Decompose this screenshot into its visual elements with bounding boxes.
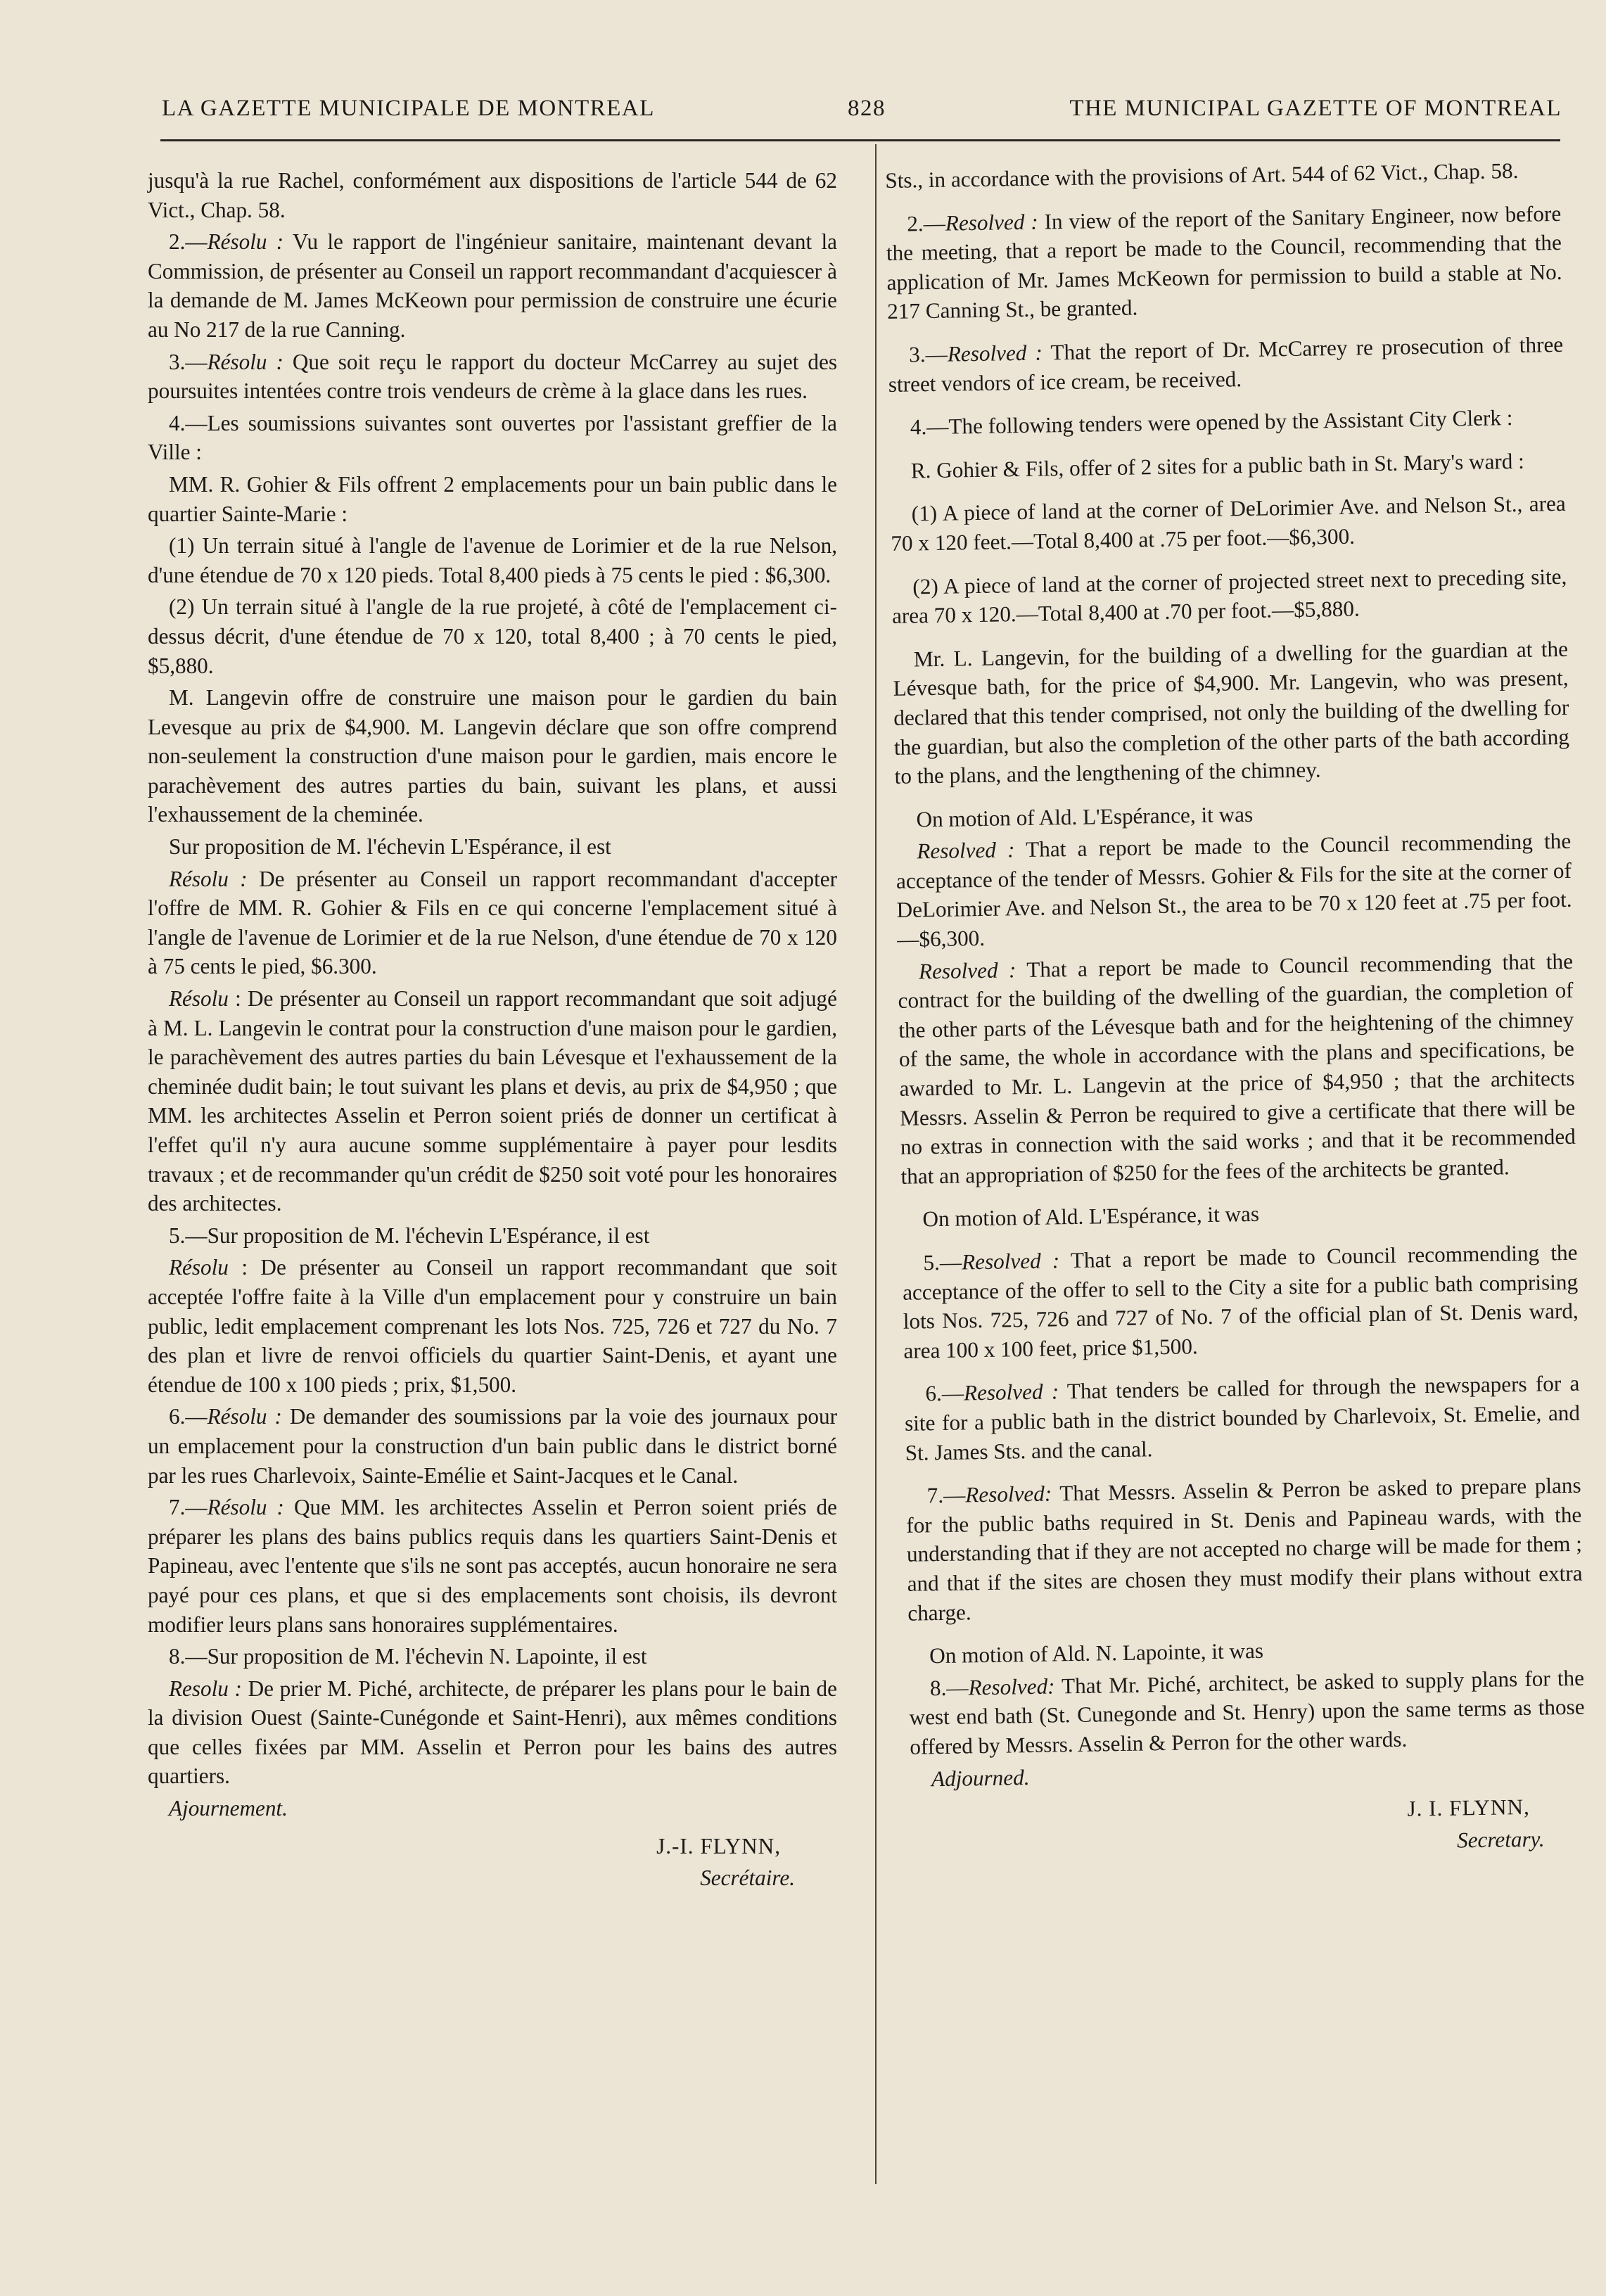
paragraph: Mr. L. Langevin, for the building of a dwelling for the guardian at the Lévesque bath, for the price of $4,900. Mr. Langevin, who was present, declared that this tender comprised, not only the building of the dwelling for the guardian, but also the completion of the other parts of the bath according to the plans, and the lengthening of the chimney.	[893, 636, 1570, 789]
paragraph: M. Langevin offre de construire une maison pour le gardien du bain Levesque au prix de $4,900. M. Langevin déclare que son offre comprend non-seulement la construction d'une maison pour le gardien, mais encore le parachèvement des autres parties du bain, suivant les plans, et aussi l'exhaussement de la cheminée.	[148, 685, 837, 827]
paragraph-text: That a report be made to Council recommending the acceptance of the offer to sell to the City a site for a public bath comprising lots Nos. 725, 726 and 727 of No. 7 of the official plan of St. Denis ward, area 100 x 100 feet, price $1,500.	[902, 1239, 1579, 1363]
resolution-label: Résolu	[169, 1255, 229, 1280]
header-french-title: LA GAZETTE MUNICIPALE DE MONTREAL	[162, 96, 655, 121]
adjournment: Adjourned.	[931, 1764, 1030, 1791]
item-number: 3.—	[908, 341, 948, 367]
item-number: 3.—	[169, 349, 208, 374]
header-rule	[160, 139, 1560, 141]
paragraph: On motion of Ald. L'Espérance, it was	[922, 1201, 1260, 1232]
paragraph: R. Gohier & Fils, offer of 2 sites for a public bath in St. Mary's ward :	[910, 448, 1525, 483]
resolution-label: Résolu :	[207, 1495, 284, 1520]
paragraph-text: In view of the report of the Sanitary Engineer, now before the meeting, that a report be made to the Council, recommending that the application of Mr. James McKeown for permission to build a stable at No. 217 Canning St., be granted.	[886, 200, 1562, 324]
resolution-label: Resolved :	[918, 957, 1017, 984]
item-number: 7.—	[926, 1482, 966, 1508]
paragraph	[902, 1238, 1579, 1365]
paragraph	[148, 1402, 837, 1490]
paragraph-text: That a report be made to the Council recommending the acceptance of the tender of Messrs. Gohier & Fils for the site at the corner of DeLorimier Ave. and Nelson St., the area to be 70 x 120 feet at .75 per foot.—$6,300.	[896, 829, 1572, 952]
item-number: 5.—	[923, 1249, 962, 1275]
paragraph: (1) Un terrain situé à l'angle de l'avenue de Lorimier et de la rue Nelson, d'une étendue de 70 x 120 pieds. Total 8,400 pieds à 75 cents le pied : $6,300.	[148, 533, 837, 587]
paragraph	[148, 1253, 837, 1399]
item-number: 2.—	[907, 210, 946, 236]
paragraph-text: Que soit reçu le rapport du docteur McCarrey au sujet des poursuites intentées contre trois vendeurs de crème à la glace dans les rues.	[148, 349, 837, 404]
paragraph: On motion of Ald. N. Lapointe, it was	[929, 1638, 1264, 1669]
paragraph	[148, 865, 837, 981]
paragraph-text: That a report be made to Council recommending that the contract for the building of the dwelling of the guardian, the completion of the other parts of the Lévesque bath and for the heightening of the chimney of the same, the whole in accordance with the plans and specifications, be awarded to Mr. L. Langevin at the price of $4,950 ; that the architects Messrs. Asselin & Perron be required to give a certificate that there will be no extras in connection with the said works ; and that it be recommended that an appropriation of $250 for the fees of the architects be granted.	[898, 948, 1576, 1189]
paragraph: 8.—Sur proposition de M. l'échevin N. Lapointe, il est	[169, 1644, 647, 1669]
item-number: 6.—	[925, 1380, 964, 1406]
item-number: 7.—	[169, 1495, 208, 1520]
resolution-label: Resolu :	[169, 1676, 242, 1701]
paragraph-text: That tenders be called for through the newspapers for a site for a public bath in the district bounded by Charlevoix, St. Emelie, and St. James Sts. and the canal.	[904, 1371, 1581, 1465]
paragraph: Sur proposition de M. l'échevin L'Espérance, il est	[169, 834, 611, 860]
paragraph	[886, 199, 1562, 326]
paragraph	[148, 1674, 837, 1791]
paragraph	[905, 1471, 1583, 1628]
paragraph	[896, 827, 1572, 954]
adjournment: Ajournement.	[169, 1796, 288, 1821]
resolution-label: Resolved :	[945, 209, 1038, 236]
resolution-label: Resolved :	[961, 1248, 1060, 1275]
header-english-title: THE MUNICIPAL GAZETTE OF MONTREAL	[1069, 96, 1562, 121]
resolution-label: Résolu :	[207, 1404, 282, 1429]
paragraph-text: Que MM. les architectes Asselin et Perron soient priés de préparer les plans des bains publics requis dans les quartiers Saint-Denis et Papineau, avec l'entente que s'ils ne sont pas acceptés, aucun honoraire ne sera payé pour ces plans, et que si des emplacements sont choisis, ils devront modifier leurs plans sans honoraires supplémentaires.	[148, 1495, 837, 1637]
signature-role: Secrétaire.	[700, 1866, 795, 1891]
paragraph: On motion of Ald. L'Espérance, it was	[916, 801, 1254, 832]
paragraph	[148, 1493, 837, 1639]
paragraph: (2) Un terrain situé à l'angle de la rue projeté, à côté de l'emplacement ci-dessus décrit, d'une étendue de 70 x 120, total 8,400 ; à 70 cents le pied, $5,880.	[148, 594, 837, 678]
signature: J. I. FLYNN,	[1407, 1794, 1531, 1821]
paragraph	[904, 1369, 1581, 1467]
resolution-label: Résolu :	[207, 349, 283, 374]
resolution-label: Resolved :	[947, 340, 1043, 366]
item-number: 8.—	[929, 1675, 969, 1700]
paragraph	[148, 984, 837, 1218]
signature: J.-I. FLYNN,	[656, 1833, 781, 1858]
paragraph	[898, 946, 1576, 1191]
paragraph-text: : De présenter au Conseil un rapport recommandant que soit acceptée l'offre faite à la Ville d'un emplacement pour y construire un bain public, ledit emplacement comprenant les lots Nos. 725, 726 et 727 du No. 7 des plan et livre de renvoi officiels du quartier Saint-Denis, et ayant une étendue de 100 x 100 pieds ; prix, $1,500.	[148, 1255, 837, 1397]
paragraph	[909, 1663, 1586, 1761]
resolution-label: Résolu :	[169, 866, 248, 891]
french-column	[148, 166, 837, 1896]
paragraph	[888, 330, 1564, 399]
paragraph-text: De prier M. Piché, architecte, de préparer les plans pour le bain de la division Ouest (Sainte-Cunégonde et Saint-Henri), aux mêmes conditions que celles fixées par MM. Asselin et Perron pour les bains des autres quartiers.	[148, 1676, 837, 1789]
paragraph: Sts., in accordance with the provisions of Art. 544 of 62 Vict., Chap. 58.	[885, 158, 1519, 193]
paragraph	[148, 227, 837, 344]
paragraph: 5.—Sur proposition de M. l'échevin L'Espérance, il est	[169, 1223, 650, 1248]
paragraph: jusqu'à la rue Rachel, conformément aux dispositions de l'article 544 de 62 Vict., Chap. 58.	[148, 168, 837, 222]
paragraph: (2) A piece of land at the corner of projected street next to preceding site, area 70 x 120.—Total 8,400 at .70 per foot.—$5,880.	[891, 563, 1567, 629]
paragraph: 4.—Les soumissions suivantes sont ouvertes por l'assistant greffier de la Ville :	[148, 410, 837, 465]
paragraph-text: That Messrs. Asselin & Perron be asked to prepare plans for the public baths required in St. Denis and Papineau wards, with the understanding that if they are not accepted no charge will be made for them ; and that if the sites are chosen they must modify their plans without extra charge.	[906, 1472, 1583, 1626]
paragraph-text: De présenter au Conseil un rapport recommandant d'accepter l'offre de MM. R. Gohier & Fils en ce qui concerne l'emplacement situé à l'angle de l'avenue de Lorimier et de la rue Nelson, d'une étendue de 70 x 120 à 75 cents le pied, $6.300.	[148, 866, 837, 979]
page-header	[162, 90, 1562, 135]
paragraph-text: That the report of Dr. McCarrey re prosecution of three street vendors of ice cream, be received.	[888, 331, 1564, 397]
english-column	[885, 155, 1587, 1866]
paragraph-text: That Mr. Piché, architect, be asked to supply plans for the west end bath (St. Cunegonde and St. Henry) upon the same terms as those offered by Messrs. Asselin & Perron for the other wards.	[909, 1665, 1585, 1759]
signature-role: Secretary.	[1456, 1826, 1545, 1853]
resolution-label: Resolved :	[917, 837, 1015, 864]
paragraph-text: De demander des soumissions par la voie des journaux pour un emplacement pour la construction d'un bain public dans le district borné par les rues Charlevoix, Sainte-Emélie et Saint-Jacques et le Canal.	[148, 1404, 837, 1488]
resolution-label: Résolu :	[207, 229, 284, 255]
resolution-label: Resolved:	[964, 1481, 1052, 1507]
item-number: 6.—	[169, 1404, 208, 1429]
column-divider	[875, 144, 877, 2184]
paragraph	[148, 347, 837, 406]
page-number: 828	[848, 96, 886, 121]
resolution-label: Resolved:	[968, 1673, 1055, 1700]
resolution-label: Résolu	[169, 986, 229, 1012]
paragraph-text: : De présenter au Conseil un rapport recommandant que soit adjugé à M. L. Langevin le contrat pour la construction d'une maison pour le gardien, le parachèvement des autres parties du bain Lévesque et l'exhaussement de la cheminée dudit bain; le tout suivant les plans et devis, au prix de $4,950 ; que MM. les architectes Asselin et Perron soient priés de donner un certificat à l'effet qu'il n'y aura aucune somme supplémentaire à payer pour lesdits travaux ; et de recommander qu'un crédit de $250 soit voté pour les honoraires des architectes.	[148, 986, 837, 1216]
paragraph: 4.—The following tenders were opened by the Assistant City Clerk :	[910, 405, 1513, 440]
paragraph-text: Vu le rapport de l'ingénieur sanitaire, maintenant devant la Commission, de présenter au Conseil un rapport recommandant d'acquiescer à la demande de M. James McKeown pour permission de construire une écurie au No 217 de la rue Canning.	[148, 229, 837, 342]
resolution-label: Resolved :	[963, 1379, 1059, 1405]
paragraph: MM. R. Gohier & Fils offrent 2 emplacements pour un bain public dans le quartier Sainte-Marie :	[148, 471, 837, 526]
item-number: 2.—	[169, 229, 208, 255]
paragraph: (1) A piece of land at the corner of DeLorimier Ave. and Nelson St., area 70 x 120 feet.—Total 8,400 at .75 per foot.—$6,300.	[891, 491, 1566, 556]
